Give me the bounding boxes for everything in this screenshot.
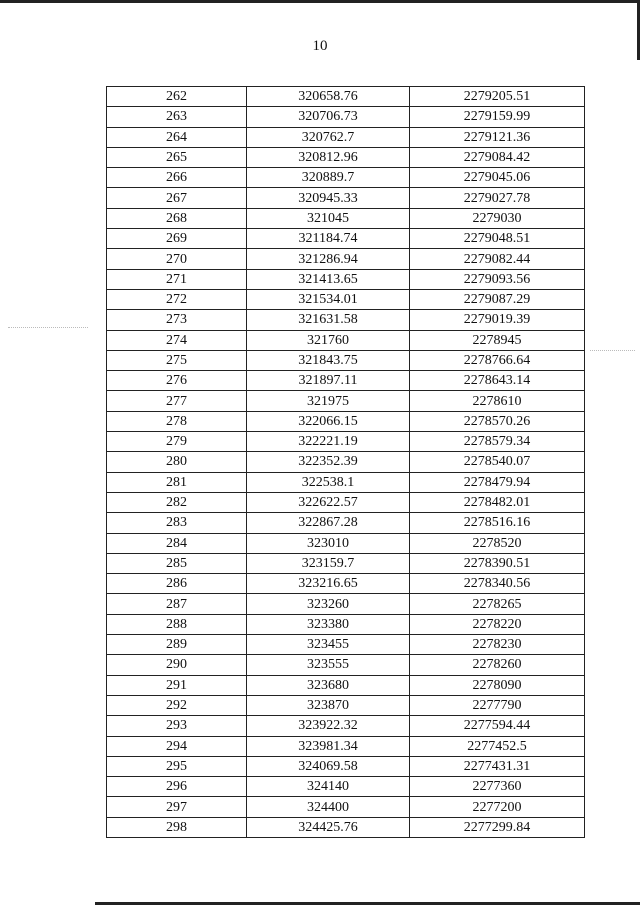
table-row: [107, 574, 585, 594]
point-number-cell: 280: [107, 452, 247, 472]
table-row: [107, 635, 585, 655]
table-row: [107, 675, 585, 695]
x-coordinate-cell: 321534.01: [247, 289, 410, 309]
point-number-cell: 286: [107, 574, 247, 594]
table-row: [107, 391, 585, 411]
x-coordinate-cell: 323455: [247, 635, 410, 655]
point-number-cell: 273: [107, 310, 247, 330]
point-number-cell: 288: [107, 614, 247, 634]
coordinates-table: [106, 86, 585, 838]
y-coordinate-cell: 2278610: [410, 391, 585, 411]
point-number-cell: 292: [107, 695, 247, 715]
point-number-cell: 278: [107, 411, 247, 431]
point-number-cell: 285: [107, 553, 247, 573]
point-number-cell: 272: [107, 289, 247, 309]
point-number-cell: 266: [107, 168, 247, 188]
point-number-cell: 295: [107, 756, 247, 776]
point-number-cell: 276: [107, 371, 247, 391]
x-coordinate-cell: 323555: [247, 655, 410, 675]
y-coordinate-cell: 2278260: [410, 655, 585, 675]
x-coordinate-cell: 324140: [247, 777, 410, 797]
table-row: [107, 736, 585, 756]
x-coordinate-cell: 320945.33: [247, 188, 410, 208]
y-coordinate-cell: 2278520: [410, 533, 585, 553]
x-coordinate-cell: 323380: [247, 614, 410, 634]
y-coordinate-cell: 2277360: [410, 777, 585, 797]
point-number-cell: 281: [107, 472, 247, 492]
table-row: [107, 472, 585, 492]
point-number-cell: 269: [107, 229, 247, 249]
table-row: [107, 371, 585, 391]
x-coordinate-cell: 322622.57: [247, 492, 410, 512]
point-number-cell: 274: [107, 330, 247, 350]
scan-artifact-dots: [590, 350, 635, 353]
point-number-cell: 262: [107, 87, 247, 107]
x-coordinate-cell: 321631.58: [247, 310, 410, 330]
y-coordinate-cell: 2279121.36: [410, 127, 585, 147]
y-coordinate-cell: 2278340.56: [410, 574, 585, 594]
y-coordinate-cell: 2278945: [410, 330, 585, 350]
y-coordinate-cell: 2278390.51: [410, 553, 585, 573]
y-coordinate-cell: 2278516.16: [410, 513, 585, 533]
x-coordinate-cell: 324400: [247, 797, 410, 817]
point-number-cell: 265: [107, 147, 247, 167]
y-coordinate-cell: 2279019.39: [410, 310, 585, 330]
x-coordinate-cell: 322352.39: [247, 452, 410, 472]
table-row: [107, 127, 585, 147]
table-row: [107, 452, 585, 472]
table-row: [107, 147, 585, 167]
y-coordinate-cell: 2277200: [410, 797, 585, 817]
coordinates-table-body: [107, 87, 585, 838]
y-coordinate-cell: 2279045.06: [410, 168, 585, 188]
table-row: [107, 208, 585, 228]
point-number-cell: 275: [107, 350, 247, 370]
x-coordinate-cell: 320812.96: [247, 147, 410, 167]
point-number-cell: 293: [107, 716, 247, 736]
y-coordinate-cell: 2279030: [410, 208, 585, 228]
x-coordinate-cell: 320762.7: [247, 127, 410, 147]
table-row: [107, 269, 585, 289]
scan-artifact-dots: [8, 327, 88, 330]
table-row: [107, 756, 585, 776]
table-row: [107, 655, 585, 675]
point-number-cell: 267: [107, 188, 247, 208]
point-number-cell: 271: [107, 269, 247, 289]
table-row: [107, 716, 585, 736]
y-coordinate-cell: 2279082.44: [410, 249, 585, 269]
x-coordinate-cell: 323260: [247, 594, 410, 614]
y-coordinate-cell: 2278766.64: [410, 350, 585, 370]
x-coordinate-cell: 320889.7: [247, 168, 410, 188]
x-coordinate-cell: 322867.28: [247, 513, 410, 533]
y-coordinate-cell: 2278643.14: [410, 371, 585, 391]
x-coordinate-cell: 323922.32: [247, 716, 410, 736]
x-coordinate-cell: 322221.19: [247, 432, 410, 452]
y-coordinate-cell: 2279048.51: [410, 229, 585, 249]
y-coordinate-cell: 2278479.94: [410, 472, 585, 492]
x-coordinate-cell: 324069.58: [247, 756, 410, 776]
x-coordinate-cell: 322066.15: [247, 411, 410, 431]
x-coordinate-cell: 321760: [247, 330, 410, 350]
table-row: [107, 411, 585, 431]
table-row: [107, 797, 585, 817]
y-coordinate-cell: 2279087.29: [410, 289, 585, 309]
x-coordinate-cell: 321184.74: [247, 229, 410, 249]
point-number-cell: 298: [107, 817, 247, 837]
y-coordinate-cell: 2279159.99: [410, 107, 585, 127]
table-row: [107, 310, 585, 330]
x-coordinate-cell: 321843.75: [247, 350, 410, 370]
point-number-cell: 268: [107, 208, 247, 228]
x-coordinate-cell: 321045: [247, 208, 410, 228]
point-number-cell: 282: [107, 492, 247, 512]
point-number-cell: 270: [107, 249, 247, 269]
table-row: [107, 249, 585, 269]
x-coordinate-cell: 323159.7: [247, 553, 410, 573]
point-number-cell: 279: [107, 432, 247, 452]
table-row: [107, 695, 585, 715]
y-coordinate-cell: 2278579.34: [410, 432, 585, 452]
point-number-cell: 289: [107, 635, 247, 655]
point-number-cell: 283: [107, 513, 247, 533]
x-coordinate-cell: 321413.65: [247, 269, 410, 289]
table-row: [107, 614, 585, 634]
scan-edge-top: [0, 0, 640, 3]
point-number-cell: 287: [107, 594, 247, 614]
y-coordinate-cell: 2279205.51: [410, 87, 585, 107]
y-coordinate-cell: 2277594.44: [410, 716, 585, 736]
point-number-cell: 294: [107, 736, 247, 756]
point-number-cell: 290: [107, 655, 247, 675]
x-coordinate-cell: 322538.1: [247, 472, 410, 492]
page-number: 10: [312, 38, 328, 54]
y-coordinate-cell: 2279084.42: [410, 147, 585, 167]
y-coordinate-cell: 2278265: [410, 594, 585, 614]
x-coordinate-cell: 323680: [247, 675, 410, 695]
y-coordinate-cell: 2278090: [410, 675, 585, 695]
table-row: [107, 777, 585, 797]
x-coordinate-cell: 323981.34: [247, 736, 410, 756]
point-number-cell: 264: [107, 127, 247, 147]
x-coordinate-cell: 323870: [247, 695, 410, 715]
table-row: [107, 168, 585, 188]
point-number-cell: 291: [107, 675, 247, 695]
y-coordinate-cell: 2279027.78: [410, 188, 585, 208]
table-row: [107, 87, 585, 107]
point-number-cell: 263: [107, 107, 247, 127]
x-coordinate-cell: 323010: [247, 533, 410, 553]
x-coordinate-cell: 321975: [247, 391, 410, 411]
table-row: [107, 492, 585, 512]
x-coordinate-cell: 321286.94: [247, 249, 410, 269]
table-row: [107, 350, 585, 370]
point-number-cell: 284: [107, 533, 247, 553]
point-number-cell: 296: [107, 777, 247, 797]
x-coordinate-cell: 321897.11: [247, 371, 410, 391]
table-row: [107, 188, 585, 208]
y-coordinate-cell: 2277299.84: [410, 817, 585, 837]
table-row: [107, 533, 585, 553]
table-row: [107, 513, 585, 533]
y-coordinate-cell: 2278220: [410, 614, 585, 634]
x-coordinate-cell: 323216.65: [247, 574, 410, 594]
y-coordinate-cell: 2279093.56: [410, 269, 585, 289]
y-coordinate-cell: 2277431.31: [410, 756, 585, 776]
y-coordinate-cell: 2277452.5: [410, 736, 585, 756]
table-row: [107, 553, 585, 573]
y-coordinate-cell: 2277790: [410, 695, 585, 715]
x-coordinate-cell: 324425.76: [247, 817, 410, 837]
y-coordinate-cell: 2278540.07: [410, 452, 585, 472]
table-row: [107, 289, 585, 309]
point-number-cell: 297: [107, 797, 247, 817]
y-coordinate-cell: 2278482.01: [410, 492, 585, 512]
y-coordinate-cell: 2278230: [410, 635, 585, 655]
table-row: [107, 432, 585, 452]
table-row: [107, 229, 585, 249]
table-row: [107, 817, 585, 837]
table-row: [107, 107, 585, 127]
x-coordinate-cell: 320706.73: [247, 107, 410, 127]
y-coordinate-cell: 2278570.26: [410, 411, 585, 431]
x-coordinate-cell: 320658.76: [247, 87, 410, 107]
table-row: [107, 330, 585, 350]
table-row: [107, 594, 585, 614]
point-number-cell: 277: [107, 391, 247, 411]
